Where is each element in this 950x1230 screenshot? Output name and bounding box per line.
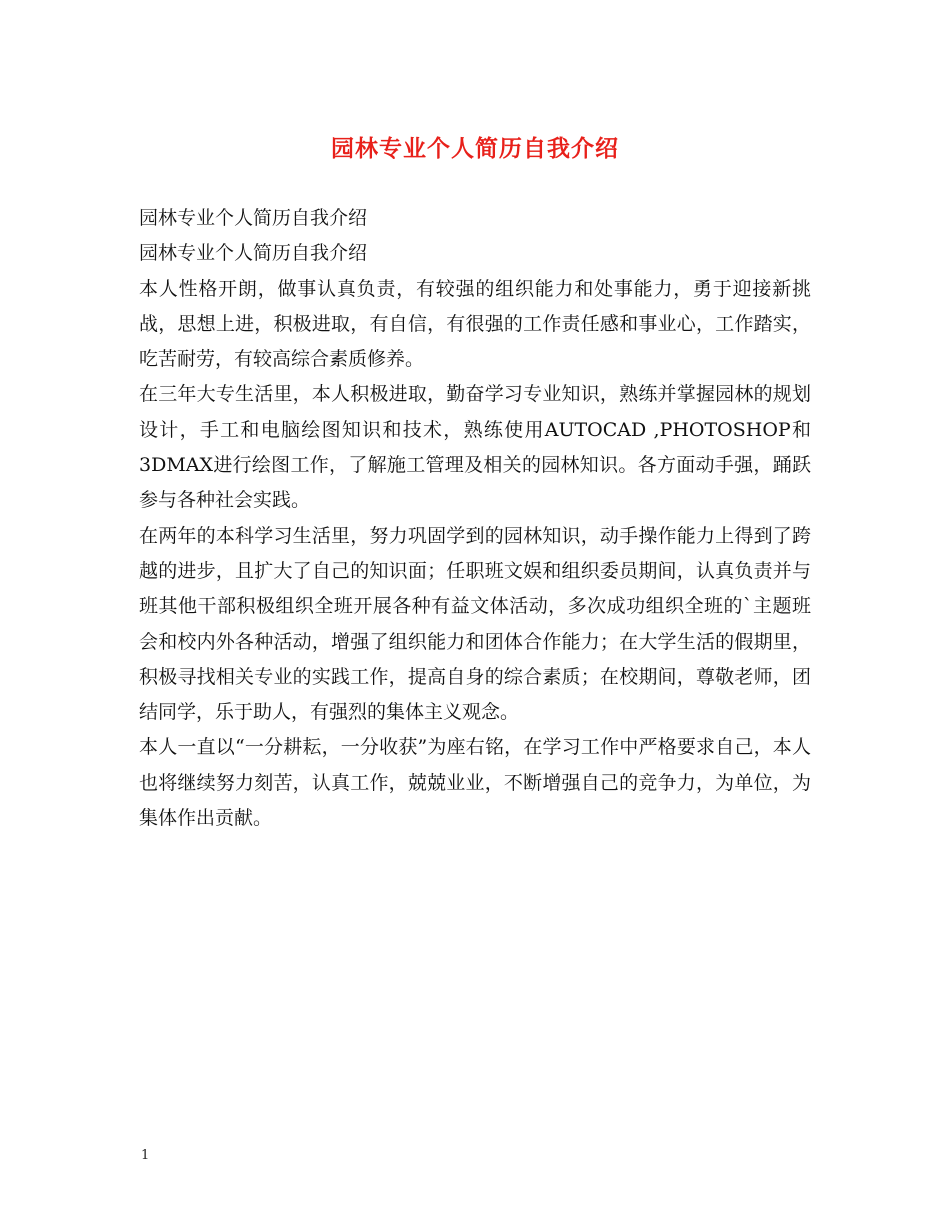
paragraph-college-study: 在三年大专生活里，本人积极进取，勤奋学习专业知识，熟练并掌握园林的规划设计，手工和电脑绘图知识和技术，熟练使用AUTOCAD ,PHOTOSHOP和3DMAX进行绘图工作，了解施工管理及相关的园林知识。各方面动手强，踊跃参与各种社会实践。 <box>139 383 811 512</box>
page-title: 园林专业个人简历自我介绍 <box>331 135 619 162</box>
document-body <box>139 201 811 836</box>
subtitle-line-2: 园林专业个人简历自我介绍 <box>139 242 368 265</box>
paragraph-undergraduate-study: 在两年的本科学习生活里，努力巩固学到的园林知识，动手操作能力上得到了跨越的进步，且扩大了自己的知识面；任职班文娱和组织委员期间，认真负责并与班其他干部积极组织全班开展各种有益文体活动，多次成功组织全班的`主题班会和校内外各种活动，增强了组织能力和团体合作能力；在大学生活的假期里，积极寻找相关专业的实践工作，提高自身的综合素质；在校期间，尊敬老师，团结同学，乐于助人，有强烈的集体主义观念。 <box>139 524 811 724</box>
paragraph-personality: 本人性格开朗，做事认真负责，有较强的组织能力和处事能力，勇于迎接新挑战，思想上进，积极进取，有自信，有很强的工作责任感和事业心，工作踏实，吃苦耐劳，有较高综合素质修养。 <box>139 277 811 371</box>
paragraph-motto: 本人一直以“一分耕耘，一分收获”为座右铭，在学习工作中严格要求自己，本人也将继续努力刻苦，认真工作，兢兢业业，不断增强自己的竞争力，为单位，为集体作出贡献。 <box>139 736 811 830</box>
page-number: 1 <box>141 1148 150 1163</box>
subtitle-line-1: 园林专业个人简历自我介绍 <box>139 207 368 229</box>
